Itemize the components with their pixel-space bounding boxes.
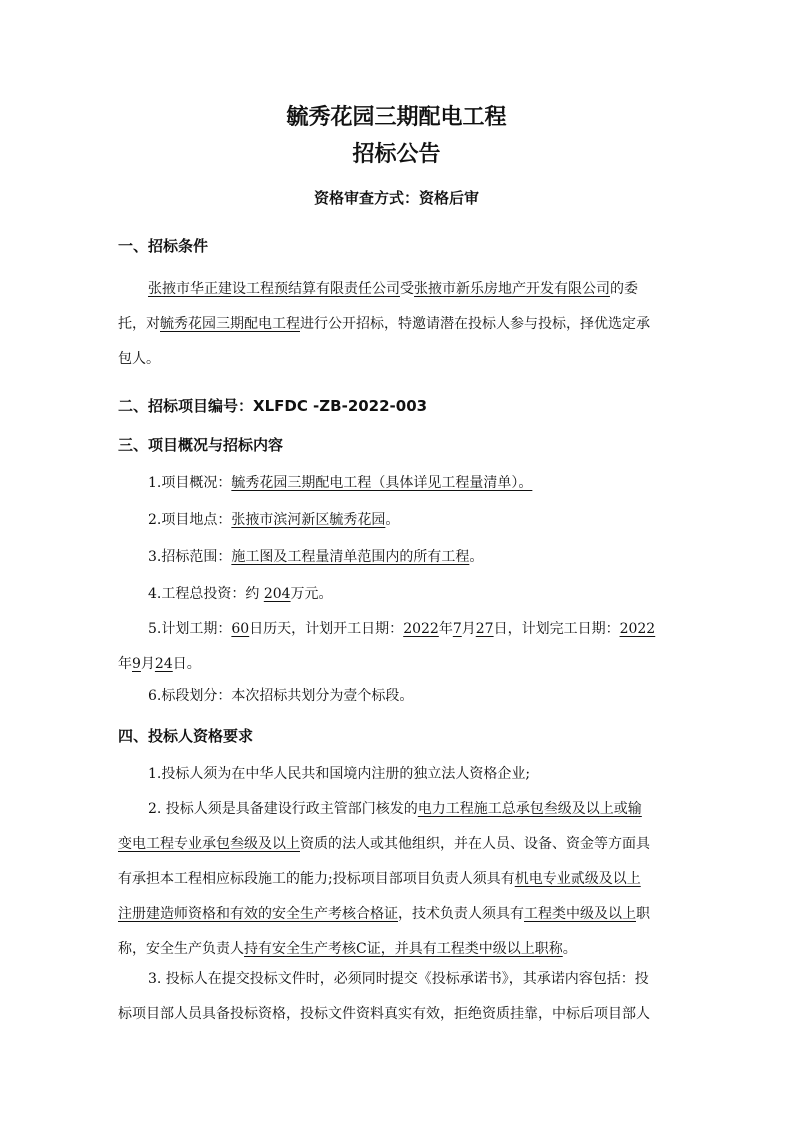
list-item bbox=[118, 577, 675, 612]
item-label: 3.招标范围： bbox=[148, 549, 232, 565]
text: 日，计划完工日期： bbox=[493, 621, 620, 637]
text: 万元。 bbox=[290, 586, 333, 602]
text: 标项目部人员具备投标资格，投标文件资料真实有效，拒绝资质挂靠，中标后项目部人 bbox=[118, 1006, 650, 1022]
agent-name: 张掖市华正建设工程预结算有限责任公司 bbox=[148, 281, 400, 297]
list-item bbox=[118, 503, 675, 538]
text: 的委 bbox=[610, 281, 638, 297]
item-value: 毓秀花园三期配电工程（具体详见工程量清单）。 bbox=[231, 475, 533, 491]
text: 有承担本工程相应标段施工的能力;投标项目部项目负责人须具有 bbox=[118, 871, 515, 887]
item-value: 施工图及工程量清单范围内的所有工程 bbox=[231, 549, 470, 565]
section1-paragraph bbox=[118, 272, 675, 377]
item-label: 1.项目概况： bbox=[148, 475, 232, 491]
text: 3. 投标人在提交投标文件时，必须同时提交《投标承诺书》，其承诺内容包括：投 bbox=[148, 971, 649, 987]
list-item bbox=[118, 962, 675, 1032]
start-year: 2022 bbox=[403, 621, 439, 637]
text: 日。 bbox=[172, 656, 201, 672]
text: 称，安全生产负责人 bbox=[118, 941, 244, 957]
item-value: 204 bbox=[263, 586, 291, 602]
text: 日历天，计划开工日期： bbox=[249, 621, 404, 637]
section-heading-1: 一、招标条件 bbox=[118, 237, 209, 255]
review-method: 资格审查方式：资格后审 bbox=[313, 189, 479, 207]
safety-requirement: 持有安全生产考核C证，并具有工程类中级以上职称 bbox=[244, 941, 563, 957]
qualification-requirement: 电力工程施工总承包叁级及以上或输 bbox=[417, 801, 642, 817]
section-heading-4: 四、投标人资格要求 bbox=[118, 727, 254, 745]
item-text: 1.投标人须为在中华人民共和国境内注册的独立法人资格企业; bbox=[148, 766, 531, 782]
text: 月 bbox=[461, 621, 476, 637]
text: 资质的法人或其他组织，并在人员、设备、资金等方面具 bbox=[300, 836, 650, 852]
constructor-requirement: 注册建造师资格和有效的安全生产考核合格证 bbox=[118, 906, 398, 922]
list-item bbox=[118, 679, 675, 714]
start-day: 27 bbox=[475, 621, 494, 637]
text: 职 bbox=[636, 906, 650, 922]
list-item bbox=[118, 466, 675, 501]
text: 年 bbox=[118, 656, 132, 672]
technical-title-requirement: 工程类中级及以上 bbox=[524, 906, 636, 922]
section-heading-2: 二、招标项目编号：XLFDC -ZB-2022-003 bbox=[118, 397, 428, 415]
text: ，技术负责人须具有 bbox=[398, 906, 524, 922]
text: 包人。 bbox=[118, 351, 160, 367]
constructor-requirement: 机电专业贰级及以上 bbox=[514, 871, 641, 887]
item-text: 6.标段划分：本次招标共划分为壹个标段。 bbox=[148, 688, 414, 704]
qualification-requirement: 变电工程专业承包叁级及以上 bbox=[118, 836, 300, 852]
end-day: 24 bbox=[154, 656, 173, 672]
owner-name: 张掖市新乐房地产开发有限公司 bbox=[414, 281, 610, 297]
start-month: 7 bbox=[452, 621, 462, 637]
item-label: 2.项目地点： bbox=[148, 512, 232, 528]
text: 5.计划工期： bbox=[148, 621, 232, 637]
text: 。 bbox=[469, 549, 484, 565]
text: 2. 投标人须是具备建设行政主管部门核发的 bbox=[148, 801, 418, 817]
list-item bbox=[118, 757, 675, 792]
text: 受 bbox=[400, 281, 414, 297]
duration-days: 60 bbox=[231, 621, 250, 637]
end-year: 2022 bbox=[619, 621, 656, 637]
list-item bbox=[118, 540, 675, 575]
text: 月 bbox=[140, 656, 155, 672]
text: 进行公开招标，特邀请潜在投标人参与投标，择优选定承 bbox=[300, 316, 650, 332]
text: 。 bbox=[385, 512, 400, 528]
list-item bbox=[118, 612, 675, 682]
project-name: 毓秀花园三期配电工程 bbox=[160, 316, 300, 332]
item-value: 张掖市滨河新区毓秀花园 bbox=[231, 512, 386, 528]
end-month: 9 bbox=[132, 656, 141, 672]
list-item bbox=[118, 792, 675, 967]
section-heading-3: 三、项目概况与招标内容 bbox=[118, 436, 284, 454]
text: 。 bbox=[562, 941, 577, 957]
text: 托，对 bbox=[118, 316, 160, 332]
text: 年 bbox=[438, 621, 453, 637]
document-subtitle: 招标公告 bbox=[352, 142, 441, 167]
item-label: 4.工程总投资：约 bbox=[148, 586, 264, 602]
document-title: 毓秀花园三期配电工程 bbox=[286, 105, 507, 130]
